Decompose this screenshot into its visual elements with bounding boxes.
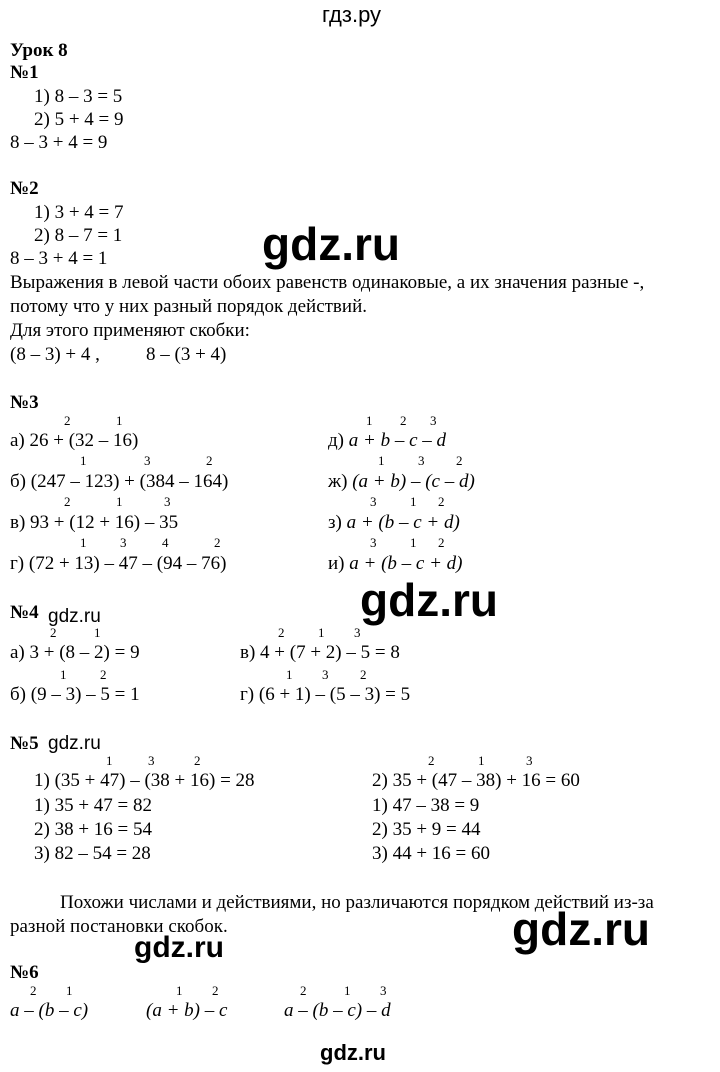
ex3-formula: a + b – c – d (348, 430, 447, 451)
ex5-expression: 2) 35 + (47 – 38) + 16 = 60 (372, 770, 580, 791)
order-mark: 2 (428, 753, 435, 768)
ex2-line: 2) 8 – 7 = 1 (34, 225, 123, 246)
order-mark: 3 (418, 453, 425, 468)
ex3-formula: (a + b) – (c – d) (352, 471, 475, 492)
ex3-formula: a + (b – c + d) (346, 512, 460, 533)
ex1-line: 8 – 3 + 4 = 9 (10, 132, 108, 153)
ex3-expression: б) (247 – 123) + (384 – 164) (10, 471, 229, 492)
ex3-title: №3 (10, 392, 39, 413)
order-mark: 2 (438, 494, 445, 509)
ex3-expression (328, 512, 460, 534)
ex3-expression (328, 553, 462, 575)
watermark: gdz.ru (360, 574, 498, 626)
ex3-formula: a + (b – c + d) (349, 553, 463, 574)
ex2-explanation: Выражения в левой части обоих равенств одинаковые, а их значения разные -, (10, 272, 645, 293)
order-mark: 2 (214, 535, 221, 550)
ex4-expression: в) 4 + (7 + 2) – 5 = 8 (240, 642, 400, 663)
order-mark: 2 (64, 413, 71, 428)
order-mark: 2 (194, 753, 201, 768)
ex3-expression (328, 430, 446, 452)
ex5-step: 2) 35 + 9 = 44 (372, 819, 481, 840)
order-mark: 2 (212, 983, 219, 998)
ex5-step: 3) 82 – 54 = 28 (34, 843, 151, 864)
order-mark: 1 (176, 983, 183, 998)
ex3-expression (328, 471, 475, 493)
ex6-expression: a – (b – c) – d (284, 1000, 391, 1021)
watermark: gdz.ru (48, 606, 101, 627)
ex2-explanation: потому что у них разный порядок действий. (10, 296, 367, 317)
order-mark: 1 (478, 753, 485, 768)
order-mark: 3 (526, 753, 533, 768)
order-mark: 3 (164, 494, 171, 509)
ex2-line: 1) 3 + 4 = 7 (34, 202, 124, 223)
ex2-explanation: Для этого применяют скобки: (10, 320, 250, 341)
order-mark: 1 (410, 494, 417, 509)
ex1-title: №1 (10, 62, 39, 83)
ex2-line: 8 – 3 + 4 = 1 (10, 248, 108, 269)
order-mark: 1 (286, 667, 293, 682)
order-mark: 1 (106, 753, 113, 768)
order-mark: 2 (400, 413, 407, 428)
lesson-title: Урок 8 (10, 40, 68, 61)
order-mark: 1 (94, 625, 101, 640)
ex5-expression: 1) (35 + 47) – (38 + 16) = 28 (34, 770, 255, 791)
order-mark: 2 (64, 494, 71, 509)
ex4-title: №4 (10, 602, 39, 623)
order-mark: 2 (438, 535, 445, 550)
order-mark: 1 (116, 494, 123, 509)
order-mark: 2 (456, 453, 463, 468)
ex5-step: 1) 35 + 47 = 82 (34, 795, 153, 816)
ex3-expression: в) 93 + (12 + 16) – 35 (10, 512, 179, 533)
order-mark: 2 (206, 453, 213, 468)
order-mark: 3 (322, 667, 329, 682)
order-mark: 1 (80, 535, 87, 550)
order-mark: 3 (148, 753, 155, 768)
order-mark: 3 (144, 453, 151, 468)
ex5-step: 3) 44 + 16 = 60 (372, 843, 491, 864)
ex4-expression: г) (6 + 1) – (5 – 3) = 5 (240, 684, 411, 705)
order-mark: 2 (278, 625, 285, 640)
order-mark: 1 (344, 983, 351, 998)
order-mark: 3 (354, 625, 361, 640)
order-mark: 1 (410, 535, 417, 550)
watermark: gdz.ru (134, 931, 224, 964)
watermark: gdz.ru (262, 218, 400, 270)
order-mark: 2 (360, 667, 367, 682)
ex6-expression: a – (b – c) (10, 1000, 89, 1021)
ex3-label: и) (328, 553, 350, 574)
order-mark: 2 (300, 983, 307, 998)
order-mark: 1 (116, 413, 123, 428)
ex5-step: 2) 38 + 16 = 54 (34, 819, 153, 840)
order-mark: 1 (318, 625, 325, 640)
order-mark: 2 (30, 983, 37, 998)
order-mark: 2 (50, 625, 57, 640)
watermark: gdz.ru (512, 903, 650, 955)
ex5-title: №5 (10, 733, 39, 754)
order-mark: 3 (120, 535, 127, 550)
order-mark: 3 (430, 413, 437, 428)
ex3-expression: г) (72 + 13) – 47 – (94 – 76) (10, 553, 227, 574)
order-mark: 1 (80, 453, 87, 468)
order-mark: 1 (366, 413, 373, 428)
ex2-expression: 8 – (3 + 4) (146, 344, 227, 365)
ex3-label: з) (328, 512, 347, 533)
ex3-label: ж) (328, 471, 353, 492)
ex5-step: 1) 47 – 38 = 9 (372, 795, 480, 816)
site-header: гдз.ру (322, 2, 382, 27)
ex4-expression: б) (9 – 3) – 5 = 1 (10, 684, 140, 705)
ex5-explanation: Похожи числами и действиями, но различаются порядком действий из-за (60, 892, 654, 913)
watermark: gdz.ru (320, 1040, 386, 1065)
ex4-expression: а) 3 + (8 – 2) = 9 (10, 642, 140, 663)
ex3-label: д) (328, 430, 349, 451)
ex6-title: №6 (10, 962, 39, 983)
ex6-expression: (a + b) – c (146, 1000, 228, 1021)
order-mark: 3 (370, 535, 377, 550)
order-mark: 3 (370, 494, 377, 509)
ex2-title: №2 (10, 178, 39, 199)
order-mark: 1 (378, 453, 385, 468)
order-mark: 2 (100, 667, 107, 682)
watermark: gdz.ru (48, 733, 101, 754)
ex1-line: 2) 5 + 4 = 9 (34, 109, 124, 130)
ex5-explanation: разной постановки скобок. (10, 916, 228, 937)
ex1-line: 1) 8 – 3 = 5 (34, 86, 123, 107)
order-mark: 4 (162, 535, 169, 550)
ex3-expression: а) 26 + (32 – 16) (10, 430, 139, 451)
order-mark: 1 (66, 983, 73, 998)
ex2-expression: (8 – 3) + 4 , (10, 344, 100, 365)
order-mark: 3 (380, 983, 387, 998)
order-mark: 1 (60, 667, 67, 682)
